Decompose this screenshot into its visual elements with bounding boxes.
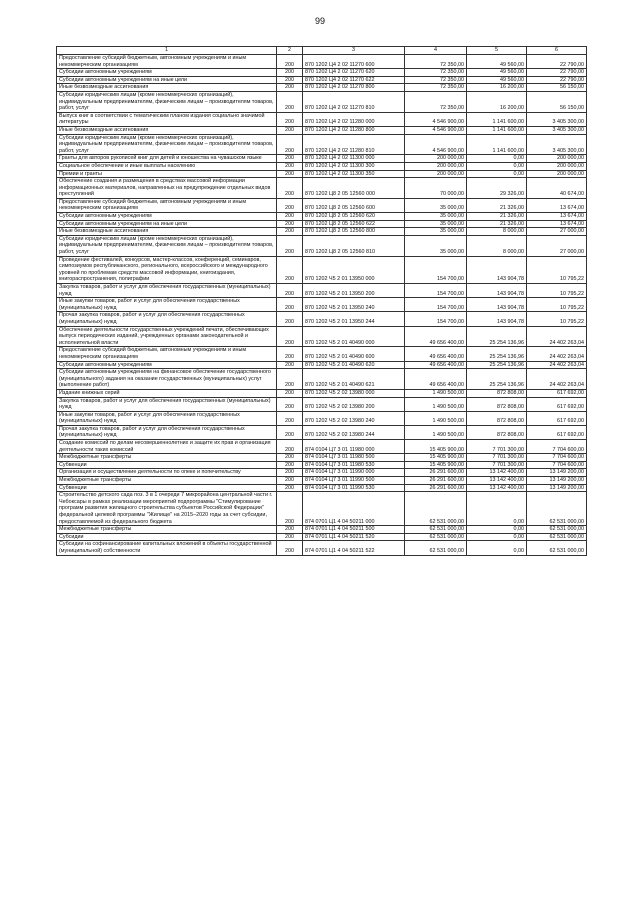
row-name: Субсидии автономным учреждениям на иные цели	[57, 220, 277, 228]
row-name: Субсидии юридическим лицам (кроме некоммерческих организаций), индивидуальным предпринимателям, физическим лицам – производителям товаров, работ, услуг	[57, 235, 277, 256]
table-row	[57, 76, 587, 84]
row-name: Субсидии	[57, 533, 277, 541]
table-row	[57, 284, 587, 298]
row-name: Иные закупки товаров, работ и услуг для обеспечения государственных (муниципальных) нужд	[57, 411, 277, 425]
table-row	[57, 533, 587, 541]
table-row	[57, 162, 587, 170]
row-planned-amount: 154 700,00	[405, 256, 467, 283]
row-classification-code: 870 1202 Ч5 2 02 13980 000	[303, 389, 405, 397]
row-planned-amount: 4 546 900,00	[405, 126, 467, 134]
row-planned-amount: 49 656 400,00	[405, 326, 467, 347]
row-planned-amount: 62 531 000,00	[405, 533, 467, 541]
row-classification-code: 870 1202 Ч5 2 01 13950 240	[303, 298, 405, 312]
row-name: Создание комиссий по делам несовершеннолетних и защите их прав и организация деятельности таких комиссий	[57, 440, 277, 454]
row-planned-amount: 200 000,00	[405, 162, 467, 170]
row-name: Иные безвозмездные ассигнования	[57, 228, 277, 236]
row-name: Субсидии автономным учреждениям на финансовое обеспечение государственного (муниципального) задания на оказание государственных (муниципальных) услуг (выполнение работ)	[57, 369, 277, 390]
row-classification-code: 870 1202 Ц4 2 02 11270 600	[303, 55, 405, 69]
row-executed-amount: 0,00	[467, 533, 527, 541]
budget-table	[56, 46, 587, 556]
row-classification-code: 870 1202 Ц4 2 02 11280 810	[303, 134, 405, 155]
row-remaining-amount: 62 531 000,00	[527, 492, 587, 526]
column-header: 2	[277, 47, 303, 55]
row-classification-code: 874 0104 Ц7 3 01 11980 530	[303, 461, 405, 469]
row-planned-amount: 35 000,00	[405, 198, 467, 212]
row-classification-code: 870 1202 Ц8 2 05 12560 600	[303, 198, 405, 212]
row-code: 200	[277, 198, 303, 212]
row-code: 200	[277, 256, 303, 283]
row-remaining-amount: 200 000,00	[527, 155, 587, 163]
table-row	[57, 55, 587, 69]
table-row	[57, 198, 587, 212]
row-name: Субвенции	[57, 461, 277, 469]
row-remaining-amount: 62 531 000,00	[527, 541, 587, 555]
row-name: Издание книжных серий	[57, 389, 277, 397]
row-executed-amount: 49 560,00	[467, 55, 527, 69]
row-code: 200	[277, 126, 303, 134]
row-code: 200	[277, 213, 303, 221]
row-planned-amount: 26 291 600,00	[405, 469, 467, 477]
row-code: 200	[277, 326, 303, 347]
row-classification-code: 870 1202 Ц8 2 05 12560 622	[303, 220, 405, 228]
row-remaining-amount: 24 402 263,04	[527, 361, 587, 369]
row-classification-code: 870 1202 Ч5 2 01 40490 000	[303, 326, 405, 347]
row-executed-amount: 25 254 136,96	[467, 369, 527, 390]
row-classification-code: 870 1202 Ч5 2 01 40490 620	[303, 361, 405, 369]
row-name: Закупка товаров, работ и услуг для обеспечения государственных (муниципальных) нужд	[57, 284, 277, 298]
row-classification-code: 870 1202 Ц4 2 02 11280 000	[303, 112, 405, 126]
row-executed-amount: 21 326,00	[467, 198, 527, 212]
row-remaining-amount: 617 692,00	[527, 411, 587, 425]
row-executed-amount: 8 000,00	[467, 228, 527, 236]
row-name: Межбюджетные трансферты	[57, 477, 277, 485]
row-classification-code: 870 1202 Ц4 2 02 11270 810	[303, 91, 405, 112]
table-row	[57, 134, 587, 155]
row-remaining-amount: 27 000,00	[527, 235, 587, 256]
row-remaining-amount: 13 674,00	[527, 198, 587, 212]
row-code: 200	[277, 162, 303, 170]
row-remaining-amount: 7 704 600,00	[527, 461, 587, 469]
row-classification-code: 870 1202 Ч5 2 02 13980 240	[303, 411, 405, 425]
row-executed-amount: 1 141 600,00	[467, 134, 527, 155]
row-planned-amount: 72 350,00	[405, 91, 467, 112]
row-planned-amount: 154 700,00	[405, 298, 467, 312]
row-classification-code: 874 0104 Ц7 3 01 11980 000	[303, 440, 405, 454]
row-planned-amount: 200 000,00	[405, 155, 467, 163]
table-row	[57, 235, 587, 256]
row-executed-amount: 1 141 600,00	[467, 112, 527, 126]
row-classification-code: 870 1202 Ц4 2 02 11300 300	[303, 162, 405, 170]
table-row	[57, 220, 587, 228]
row-planned-amount: 35 000,00	[405, 228, 467, 236]
table-row	[57, 389, 587, 397]
row-code: 200	[277, 484, 303, 492]
row-executed-amount: 7 701 300,00	[467, 440, 527, 454]
row-remaining-amount: 10 795,22	[527, 284, 587, 298]
row-remaining-amount: 24 402 263,04	[527, 369, 587, 390]
row-executed-amount: 16 200,00	[467, 91, 527, 112]
row-remaining-amount: 22 790,00	[527, 55, 587, 69]
column-header: 4	[405, 47, 467, 55]
table-row	[57, 112, 587, 126]
column-header: 6	[527, 47, 587, 55]
row-name: Обеспечение деятельности государственных учреждений печати, обеспечивающих выпуск периодических изданий, учрежденных органами законодательной и исполнительной власти	[57, 326, 277, 347]
row-remaining-amount: 40 674,00	[527, 178, 587, 199]
row-remaining-amount: 617 692,00	[527, 425, 587, 439]
row-code: 200	[277, 155, 303, 163]
row-code: 200	[277, 69, 303, 77]
row-classification-code: 870 1202 Ц8 2 05 12560 810	[303, 235, 405, 256]
row-executed-amount: 13 142 400,00	[467, 484, 527, 492]
row-code: 200	[277, 454, 303, 462]
row-executed-amount: 143 904,78	[467, 284, 527, 298]
row-planned-amount: 35 000,00	[405, 213, 467, 221]
row-classification-code: 870 1202 Ц4 2 02 11270 622	[303, 76, 405, 84]
row-code: 200	[277, 347, 303, 361]
row-classification-code: 870 1202 Ц8 2 05 12560 800	[303, 228, 405, 236]
row-classification-code: 870 1202 Ц4 2 02 11300 000	[303, 155, 405, 163]
table-row	[57, 256, 587, 283]
row-code: 200	[277, 526, 303, 534]
row-remaining-amount: 56 150,00	[527, 84, 587, 92]
row-remaining-amount: 10 795,22	[527, 312, 587, 326]
row-classification-code: 874 0104 Ц7 3 01 11980 500	[303, 454, 405, 462]
table-row	[57, 69, 587, 77]
row-code: 200	[277, 235, 303, 256]
row-name: Субсидии юридическим лицам (кроме некоммерческих организаций), индивидуальным предпринимателям, физическим лицам – производителям товаров, работ, услуг	[57, 91, 277, 112]
row-name: Предоставление субсидий бюджетным, автономным учреждениям и иным некоммерческим организациям	[57, 55, 277, 69]
row-code: 200	[277, 477, 303, 485]
row-classification-code: 870 1202 Ц8 2 05 12560 000	[303, 178, 405, 199]
row-code: 200	[277, 389, 303, 397]
row-remaining-amount: 7 704 600,00	[527, 440, 587, 454]
row-executed-amount: 8 000,00	[467, 235, 527, 256]
row-code: 200	[277, 541, 303, 555]
row-name: Выпуск книг в соответствии с тематическим планом издания социально значимой литературы	[57, 112, 277, 126]
table-row	[57, 461, 587, 469]
row-remaining-amount: 22 790,00	[527, 69, 587, 77]
row-executed-amount: 49 560,00	[467, 76, 527, 84]
row-code: 200	[277, 76, 303, 84]
row-name: Строительство детского сада поз. 3 в 1 очереди 7 микрорайона центральной части г. Чебоксары в рамках реализации мероприятий подпрограммы "Стимулирование программ развития жилищного строительства субъектов Российской Федерации" федеральной целевой программы "Жилище" на 2015–2020 годы за счет субсидии, предоставляемой из федерального бюджета	[57, 492, 277, 526]
row-planned-amount: 1 490 500,00	[405, 389, 467, 397]
row-planned-amount: 35 000,00	[405, 220, 467, 228]
row-name: Прочая закупка товаров, работ и услуг для обеспечения государственных (муниципальных) нужд	[57, 425, 277, 439]
row-remaining-amount: 617 692,00	[527, 389, 587, 397]
row-executed-amount: 0,00	[467, 155, 527, 163]
row-planned-amount: 70 000,00	[405, 178, 467, 199]
row-executed-amount: 143 904,78	[467, 256, 527, 283]
table-row	[57, 477, 587, 485]
row-classification-code: 870 1202 Ч5 2 01 13950 244	[303, 312, 405, 326]
row-code: 200	[277, 411, 303, 425]
table-row	[57, 347, 587, 361]
table-row	[57, 541, 587, 555]
row-classification-code: 874 0104 Ц7 3 01 11990 500	[303, 477, 405, 485]
row-classification-code: 874 0104 Ц7 3 01 11990 530	[303, 484, 405, 492]
row-name: Иные безвозмездные ассигнования	[57, 84, 277, 92]
row-classification-code: 870 1202 Ц4 2 02 11280 800	[303, 126, 405, 134]
table-row	[57, 84, 587, 92]
row-planned-amount: 200 000,00	[405, 170, 467, 178]
row-code: 200	[277, 298, 303, 312]
row-code: 200	[277, 461, 303, 469]
row-planned-amount: 154 700,00	[405, 312, 467, 326]
row-remaining-amount: 200 000,00	[527, 170, 587, 178]
row-remaining-amount: 3 405 300,00	[527, 126, 587, 134]
row-executed-amount: 143 904,78	[467, 298, 527, 312]
row-executed-amount: 872 808,00	[467, 397, 527, 411]
row-executed-amount: 0,00	[467, 170, 527, 178]
table-body	[57, 55, 587, 556]
row-executed-amount: 29 326,00	[467, 178, 527, 199]
row-remaining-amount: 13 674,00	[527, 213, 587, 221]
row-code: 200	[277, 397, 303, 411]
row-code: 200	[277, 178, 303, 199]
row-code: 200	[277, 469, 303, 477]
table-row	[57, 440, 587, 454]
row-remaining-amount: 24 402 263,04	[527, 326, 587, 347]
row-remaining-amount: 200 000,00	[527, 162, 587, 170]
row-name: Проведение фестивалей, конкурсов, мастер-классов, конференций, семинаров, симпозиумов республиканского, регионального, всероссийского и международного уровней по проблемам средств массовой информации, книгоиздания, книгораспространения, полиграфии	[57, 256, 277, 283]
page-number: 99	[314, 16, 325, 26]
table-row	[57, 397, 587, 411]
row-name: Межбюджетные трансферты	[57, 526, 277, 534]
row-name: Организация и осуществление деятельности по опеке и попечительству	[57, 469, 277, 477]
row-executed-amount: 13 142 400,00	[467, 469, 527, 477]
row-executed-amount: 7 701 300,00	[467, 454, 527, 462]
column-header: 5	[467, 47, 527, 55]
row-code: 200	[277, 440, 303, 454]
row-planned-amount: 62 531 000,00	[405, 541, 467, 555]
table-row	[57, 170, 587, 178]
table-row	[57, 469, 587, 477]
row-executed-amount: 0,00	[467, 526, 527, 534]
row-name: Субсидии автономным учреждениям	[57, 213, 277, 221]
row-classification-code: 870 1202 Ц4 2 02 11270 800	[303, 84, 405, 92]
row-remaining-amount: 10 795,22	[527, 256, 587, 283]
row-executed-amount: 0,00	[467, 541, 527, 555]
row-planned-amount: 62 531 000,00	[405, 492, 467, 526]
row-name: Социальное обеспечение и иные выплаты населению	[57, 162, 277, 170]
table-row	[57, 326, 587, 347]
row-remaining-amount: 62 531 000,00	[527, 526, 587, 534]
row-classification-code: 874 0701 Ц1 4 04 50211 520	[303, 533, 405, 541]
table-row	[57, 492, 587, 526]
row-classification-code: 874 0104 Ц7 3 01 11990 000	[303, 469, 405, 477]
table-row	[57, 91, 587, 112]
row-code: 200	[277, 170, 303, 178]
row-planned-amount: 1 490 500,00	[405, 425, 467, 439]
row-code: 200	[277, 220, 303, 228]
row-remaining-amount: 24 402 263,04	[527, 347, 587, 361]
row-planned-amount: 72 350,00	[405, 69, 467, 77]
row-classification-code: 870 1202 Ц4 2 02 11270 620	[303, 69, 405, 77]
row-executed-amount: 0,00	[467, 162, 527, 170]
row-code: 200	[277, 312, 303, 326]
table-row	[57, 369, 587, 390]
row-planned-amount: 72 350,00	[405, 55, 467, 69]
row-classification-code: 870 1202 Ч5 2 01 40490 600	[303, 347, 405, 361]
row-classification-code: 874 0701 Ц1 4 04 50211 522	[303, 541, 405, 555]
row-executed-amount: 21 326,00	[467, 213, 527, 221]
row-planned-amount: 15 405 900,00	[405, 454, 467, 462]
row-name: Премии и гранты	[57, 170, 277, 178]
row-remaining-amount: 27 000,00	[527, 228, 587, 236]
row-executed-amount: 872 808,00	[467, 389, 527, 397]
row-code: 200	[277, 533, 303, 541]
row-classification-code: 870 1202 Ч5 2 01 13950 200	[303, 284, 405, 298]
column-header: 3	[303, 47, 405, 55]
table-row	[57, 411, 587, 425]
row-name: Обеспечение создания и размещения в средствах массовой информации информационных материалов, направленных на предупреждение отдельных видов преступлений	[57, 178, 277, 199]
row-name: Прочая закупка товаров, работ и услуг для обеспечения государственных (муниципальных) нужд	[57, 312, 277, 326]
row-planned-amount: 62 531 000,00	[405, 526, 467, 534]
table-row	[57, 361, 587, 369]
row-classification-code: 870 1202 Ч5 2 01 40490 621	[303, 369, 405, 390]
row-planned-amount: 1 490 500,00	[405, 397, 467, 411]
table-row	[57, 312, 587, 326]
row-remaining-amount: 13 674,00	[527, 220, 587, 228]
row-classification-code: 874 0701 Ц1 4 04 50211 000	[303, 492, 405, 526]
row-code: 200	[277, 425, 303, 439]
row-name: Субсидии на софинансирование капитальных вложений в объекты государственной (муниципальной) собственности	[57, 541, 277, 555]
row-planned-amount: 154 700,00	[405, 284, 467, 298]
table-row	[57, 178, 587, 199]
table-row	[57, 155, 587, 163]
row-planned-amount: 72 350,00	[405, 76, 467, 84]
row-executed-amount: 49 560,00	[467, 69, 527, 77]
row-remaining-amount: 13 149 200,00	[527, 484, 587, 492]
row-code: 200	[277, 228, 303, 236]
row-classification-code: 870 1202 Ч5 2 02 13980 244	[303, 425, 405, 439]
row-name: Межбюджетные трансферты	[57, 454, 277, 462]
row-executed-amount: 872 808,00	[467, 411, 527, 425]
row-code: 200	[277, 134, 303, 155]
row-executed-amount: 872 808,00	[467, 425, 527, 439]
row-classification-code: 870 1202 Ц4 2 02 11300 350	[303, 170, 405, 178]
row-executed-amount: 25 254 136,96	[467, 361, 527, 369]
row-remaining-amount: 13 149 200,00	[527, 469, 587, 477]
row-remaining-amount: 7 704 600,00	[527, 454, 587, 462]
row-code: 200	[277, 369, 303, 390]
row-classification-code: 870 1202 Ч5 2 01 13950 000	[303, 256, 405, 283]
row-planned-amount: 15 405 900,00	[405, 440, 467, 454]
row-remaining-amount: 56 150,00	[527, 91, 587, 112]
row-remaining-amount: 617 692,00	[527, 397, 587, 411]
row-name: Субсидии автономным учреждениям	[57, 69, 277, 77]
row-name: Субсидии юридическим лицам (кроме некоммерческих организаций), индивидуальным предпринимателям, физическим лицам – производителям товаров, работ, услуг	[57, 134, 277, 155]
row-planned-amount: 4 546 900,00	[405, 134, 467, 155]
table-row	[57, 526, 587, 534]
row-name: Предоставление субсидий бюджетным, автономным учреждениям и иным некоммерческим организациям	[57, 347, 277, 361]
table-header-row	[57, 47, 587, 55]
row-code: 200	[277, 112, 303, 126]
row-name: Субвенции	[57, 484, 277, 492]
column-header: 1	[57, 47, 277, 55]
table-row	[57, 298, 587, 312]
row-name: Иные безвозмездные ассигнования	[57, 126, 277, 134]
row-name: Иные закупки товаров, работ и услуг для обеспечения государственных (муниципальных) нужд	[57, 298, 277, 312]
row-code: 200	[277, 55, 303, 69]
row-executed-amount: 1 141 600,00	[467, 126, 527, 134]
row-code: 200	[277, 284, 303, 298]
row-planned-amount: 4 546 900,00	[405, 112, 467, 126]
row-code: 200	[277, 84, 303, 92]
row-planned-amount: 26 291 600,00	[405, 484, 467, 492]
row-name: Субсидии автономным учреждениям на иные цели	[57, 76, 277, 84]
row-remaining-amount: 3 405 300,00	[527, 112, 587, 126]
row-classification-code: 870 1202 Ч5 2 02 13980 200	[303, 397, 405, 411]
row-executed-amount: 7 701 300,00	[467, 461, 527, 469]
row-remaining-amount: 13 149 200,00	[527, 477, 587, 485]
row-planned-amount: 72 350,00	[405, 84, 467, 92]
row-planned-amount: 49 656 400,00	[405, 361, 467, 369]
row-remaining-amount: 10 795,22	[527, 298, 587, 312]
table-row	[57, 425, 587, 439]
row-name: Закупка товаров, работ и услуг для обеспечения государственных (муниципальных) нужд	[57, 397, 277, 411]
row-code: 200	[277, 492, 303, 526]
row-executed-amount: 0,00	[467, 492, 527, 526]
row-name: Субсидии автономным учреждениям	[57, 361, 277, 369]
table-row	[57, 484, 587, 492]
row-executed-amount: 21 326,00	[467, 220, 527, 228]
row-name: Гранты для авторов рукописей книг для детей и юношества на чувашском языке	[57, 155, 277, 163]
row-executed-amount: 16 200,00	[467, 84, 527, 92]
row-planned-amount: 26 291 600,00	[405, 477, 467, 485]
row-executed-amount: 25 254 136,96	[467, 326, 527, 347]
row-code: 200	[277, 91, 303, 112]
row-planned-amount: 35 000,00	[405, 235, 467, 256]
row-classification-code: 870 1202 Ц8 2 05 12560 620	[303, 213, 405, 221]
table-row	[57, 126, 587, 134]
table-row	[57, 228, 587, 236]
row-code: 200	[277, 361, 303, 369]
row-executed-amount: 13 142 400,00	[467, 477, 527, 485]
row-planned-amount: 1 490 500,00	[405, 411, 467, 425]
row-remaining-amount: 22 790,00	[527, 76, 587, 84]
row-remaining-amount: 3 405 300,00	[527, 134, 587, 155]
row-planned-amount: 15 405 900,00	[405, 461, 467, 469]
row-planned-amount: 49 656 400,00	[405, 369, 467, 390]
row-name: Предоставление субсидий бюджетным, автономным учреждениям и иным некоммерческим организациям	[57, 198, 277, 212]
table-row	[57, 454, 587, 462]
row-executed-amount: 143 904,78	[467, 312, 527, 326]
table-row	[57, 213, 587, 221]
row-planned-amount: 49 656 400,00	[405, 347, 467, 361]
row-executed-amount: 25 254 136,96	[467, 347, 527, 361]
row-classification-code: 874 0701 Ц1 4 04 50211 500	[303, 526, 405, 534]
row-remaining-amount: 62 531 000,00	[527, 533, 587, 541]
